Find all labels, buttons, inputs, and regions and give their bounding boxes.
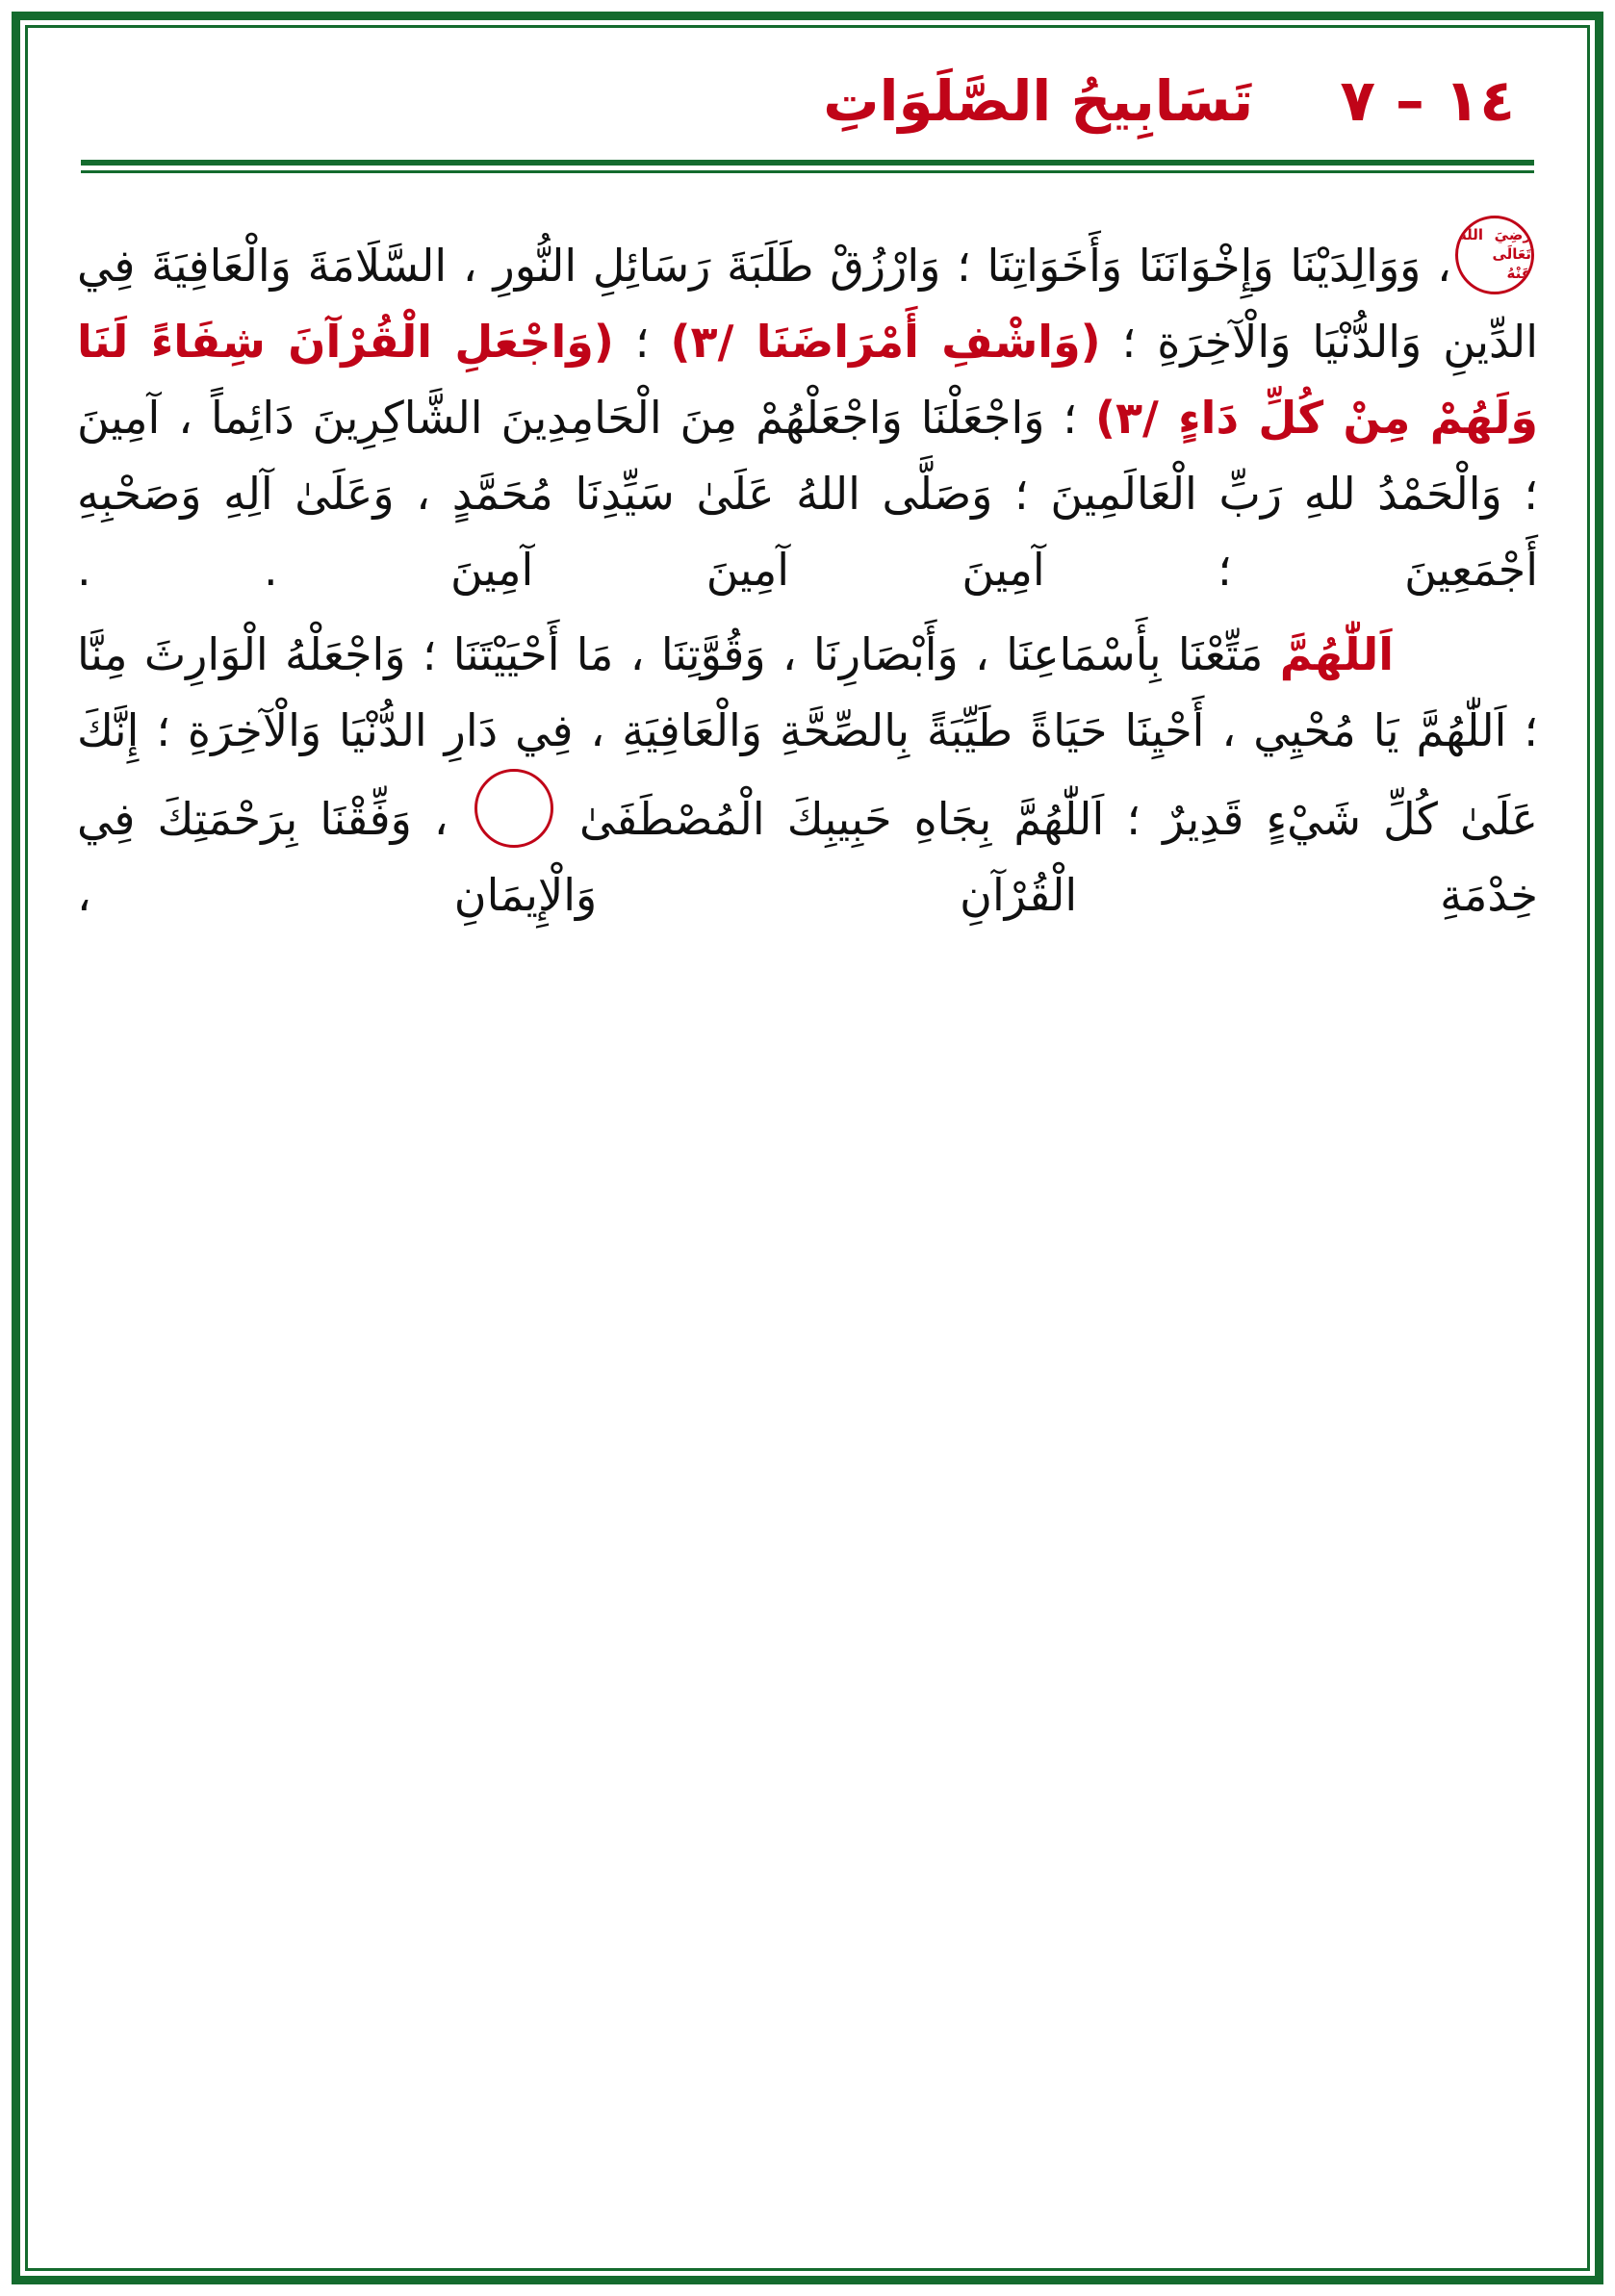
page-number: ١٤ – ٧ [1340,67,1515,135]
text-run-highlight: اَللّٰهُمَّ [1279,627,1394,680]
text-run-highlight: (وَاجْعَلِ الْقُرْآنَ شِفَاءً لَنَا وَلَهُمْ مِنْ كُلِّ دَاءٍ /٣) [77,316,1539,445]
text-run: ، وَوَالِدَيْنَا وَإِخْوَانَنَا وَأَخَوَاتِنَا ؛ وَارْزُقْ طَلَبَةَ رَسَائِلِ النُّورِ ، السَّلَامَةَ وَالْعَافِيَةَ فِي الدِّينِ وَالدُّنْيَا وَالْآخِرَةِ ؛ [77,240,1538,369]
header-divider [81,160,1534,173]
radiyallahu-anhu-medallion [1455,216,1534,294]
page-header [77,67,1538,135]
medallion-line-1 [477,781,551,796]
body-text [77,216,1538,933]
paragraph-2 [77,617,1538,933]
text-run: ؛ [613,316,671,369]
page-title: تَسَابِيحُ الصَّلَوَاتِ [823,68,1254,134]
divider-line-thin [81,170,1534,173]
text-run-highlight: (وَاشْفِ أَمْرَاضَنَا /٣) [670,316,1101,369]
text-run: ، وَفِّقْنَا بِرَحْمَتِكَ فِي خِدْمَةِ الْقُرْآنِ وَالْإِيمَانِ ، [77,792,1538,921]
text-run: ؛ وَاجْعَلْنَا وَاجْعَلْهُمْ مِنَ الْحَامِدِينَ الشَّاكِرِينَ دَائِماً ، آمِينَ ؛ وَالْحَمْدُ للهِ رَبِّ الْعَالَمِينَ ؛ وَصَلَّى اللهُ عَلَىٰ سَيِّدِنَا مُحَمَّدٍ ، وَعَلَىٰ آلِهِ وَصَحْبِهِ أَجْمَعِينَ ؛ آمِينَ آمِينَ آمِينَ . . [77,392,1538,597]
paragraph-1 [77,216,1538,609]
medallion-line-3: عَنْهُ [1506,265,1531,282]
medallion-line-1: رَضِيَ اللهُ [1458,226,1531,243]
medallion-line-2 [477,801,551,815]
text-run: مَتِّعْنَا بِأَسْمَاعِنَا ، وَأَبْصَارِنَا ، وَقُوَّتِنَا ، مَا أَحْيَيْتَنَا ؛ وَاجْعَلْهُ الْوَارِثَ مِنَّا ؛ اَللّٰهُمَّ يَا مُحْيِي ، أَحْيِنَا حَيَاةً طَيِّبَةً بِالصِّحَّةِ وَالْعَافِيَةِ ، فِي دَارِ الدُّنْيَا وَالْآخِرَةِ ؛ إِنَّكَ عَلَىٰ كُلِّ شَيْءٍ قَدِيرٌ ؛ اَللّٰهُمَّ بِجَاهِ حَبِيبِكَ الْمُصْطَفَىٰ [77,627,1538,845]
sallallahu-alayhi-wasallam-medallion [474,769,553,848]
page-content [33,33,1582,2263]
medallion-line-2: تَعَالَى [1492,245,1531,263]
medallion-line-3 [477,820,551,834]
